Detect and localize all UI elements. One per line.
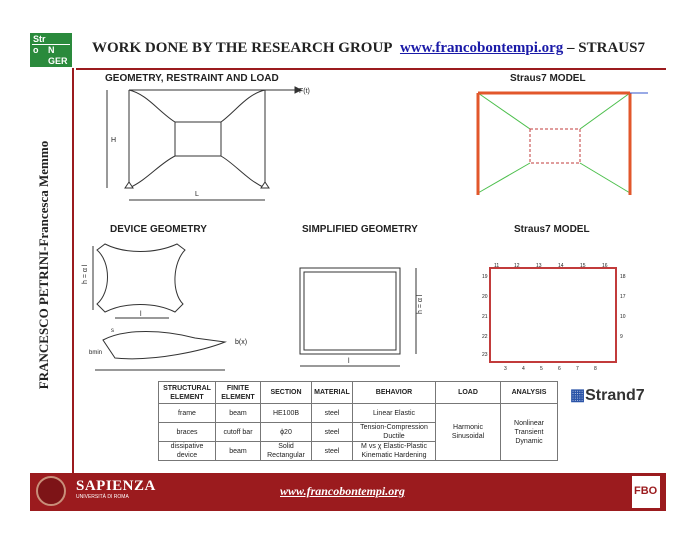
length-label: L bbox=[195, 191, 199, 198]
header-material: MATERIAL bbox=[312, 382, 353, 404]
device-h-label: h = α l bbox=[82, 264, 89, 284]
header-structural-element: STRUCTURAL ELEMENT bbox=[159, 382, 216, 404]
device-bmin-label: bmin bbox=[89, 350, 103, 356]
node-14: 14 bbox=[558, 263, 564, 269]
strongest-logo bbox=[30, 33, 72, 67]
straus-model-diagram-2 bbox=[480, 262, 630, 372]
logo-divider bbox=[32, 44, 70, 45]
header-finite-element: FINITE ELEMENT bbox=[216, 382, 261, 404]
node-11: 11 bbox=[494, 263, 500, 269]
authors-vertical: FRANCESCO PETRINI-Francesca Memmo bbox=[36, 140, 51, 390]
node-7: 7 bbox=[576, 366, 579, 372]
node-16: 16 bbox=[602, 263, 608, 269]
cell: steel bbox=[312, 442, 353, 461]
cell: Linear Elastic bbox=[353, 404, 436, 423]
strand7-logo-text: Strand7 bbox=[585, 387, 645, 404]
header-behavior: BEHAVIOR bbox=[353, 382, 436, 404]
title-suffix: – STRAUS7 bbox=[567, 40, 645, 56]
geometry-diagram bbox=[95, 82, 315, 212]
node-12: 12 bbox=[514, 263, 520, 269]
title-prefix: WORK DONE BY THE RESEARCH GROUP bbox=[92, 40, 393, 56]
footer-link[interactable]: www.francobontempi.org bbox=[280, 484, 405, 498]
cell: beam bbox=[216, 404, 261, 423]
node-13: 13 bbox=[536, 263, 542, 269]
node-21: 21 bbox=[482, 314, 488, 320]
device-l-label: l bbox=[140, 311, 142, 318]
header-section: SECTION bbox=[261, 382, 312, 404]
cell: ϕ20 bbox=[261, 423, 312, 442]
node-8: 8 bbox=[594, 366, 597, 372]
header-load: LOAD bbox=[436, 382, 501, 404]
fbo-logo-text: FBO bbox=[634, 485, 658, 497]
node-20: 20 bbox=[482, 294, 488, 300]
page-title bbox=[92, 40, 645, 57]
cell: M vs χ Elastic-Plastic Kinematic Hardening bbox=[353, 442, 436, 461]
cell: steel bbox=[312, 423, 353, 442]
simplified-geometry-diagram bbox=[290, 262, 440, 377]
label-device-geometry: DEVICE GEOMETRY bbox=[110, 224, 207, 235]
node-17: 17 bbox=[620, 294, 626, 300]
cell: dissipative device bbox=[159, 442, 216, 461]
logo-text-1: Str bbox=[33, 34, 46, 44]
specification-table bbox=[158, 381, 558, 461]
node-18: 18 bbox=[620, 274, 626, 280]
strand7-logo-icon: ▦ bbox=[570, 387, 586, 404]
node-5: 5 bbox=[540, 366, 543, 372]
height-label: H bbox=[111, 137, 117, 144]
node-22: 22 bbox=[482, 334, 488, 340]
device-bx-label: b(x) bbox=[235, 339, 248, 346]
logo-text-3: N bbox=[48, 45, 55, 55]
university-name: SAPIENZA bbox=[76, 478, 156, 494]
sapienza-seal-icon bbox=[36, 476, 66, 506]
cell: cutoff bar bbox=[216, 423, 261, 442]
simplified-l-label: l bbox=[348, 358, 350, 365]
table-row bbox=[159, 404, 558, 423]
cell: frame bbox=[159, 404, 216, 423]
label-simplified-geometry: SIMPLIFIED GEOMETRY bbox=[302, 224, 418, 235]
node-10: 10 bbox=[620, 314, 626, 320]
label-geometry: GEOMETRY, RESTRAINT AND LOAD bbox=[105, 73, 279, 84]
node-6: 6 bbox=[558, 366, 561, 372]
analysis-cell: Nonlinear Transient Dynamic bbox=[501, 404, 558, 461]
node-9: 9 bbox=[620, 334, 623, 340]
cell: Solid Rectangular bbox=[261, 442, 312, 461]
label-straus-model-2: Straus7 MODEL bbox=[514, 224, 590, 235]
cell: Tension-Compression Ductile bbox=[353, 423, 436, 442]
side-rule bbox=[72, 68, 74, 473]
fbo-logo bbox=[632, 476, 660, 508]
logo-text-2: o bbox=[33, 45, 39, 55]
cell: braces bbox=[159, 423, 216, 442]
node-4: 4 bbox=[522, 366, 525, 372]
node-3: 3 bbox=[504, 366, 507, 372]
node-15: 15 bbox=[580, 263, 586, 269]
cell: steel bbox=[312, 404, 353, 423]
force-label: F(t) bbox=[299, 88, 310, 95]
header-rule bbox=[76, 68, 666, 70]
device-s-label: s bbox=[111, 328, 114, 334]
logo-text-4: GER bbox=[48, 56, 68, 66]
header-analysis: ANALYSIS bbox=[501, 382, 558, 404]
cell: beam bbox=[216, 442, 261, 461]
cell: HE100B bbox=[261, 404, 312, 423]
label-straus-model-1: Straus7 MODEL bbox=[510, 73, 586, 84]
title-link[interactable]: www.francobontempi.org bbox=[399, 40, 564, 56]
node-23: 23 bbox=[482, 352, 488, 358]
university-subtitle: UNIVERSITÀ DI ROMA bbox=[76, 494, 129, 500]
device-geometry-diagram bbox=[82, 232, 255, 382]
straus-model-diagram-1 bbox=[470, 85, 660, 205]
node-19: 19 bbox=[482, 274, 488, 280]
strand7-logo bbox=[570, 385, 645, 405]
load-cell: Harmonic Sinusoidal bbox=[436, 404, 501, 461]
simplified-h-label: h = α l bbox=[417, 294, 424, 314]
